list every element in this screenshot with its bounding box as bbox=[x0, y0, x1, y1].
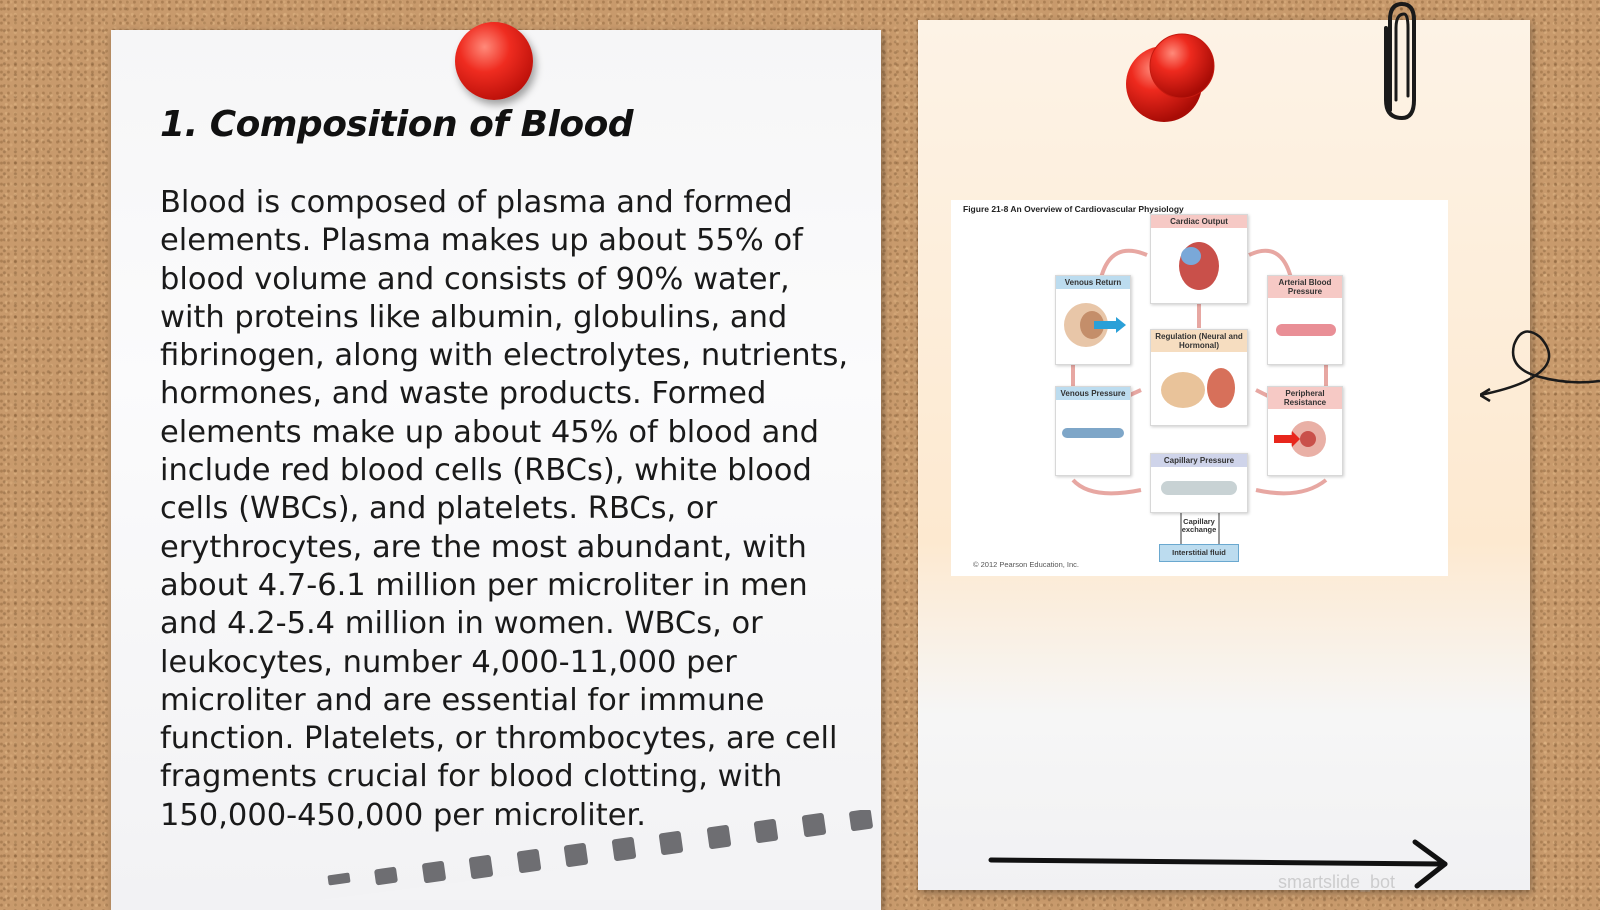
slide-title: 1. Composition of Blood bbox=[160, 104, 634, 145]
venous-return-box: Venous Return bbox=[1055, 275, 1131, 365]
paperclip-icon bbox=[1378, 0, 1422, 124]
slide-body-text: Blood is composed of plasma and formed elements. Plasma makes up about 55% of blood volume and consists of 90% water, with proteins like albumin, globulins, and fibrinogen, along with electrolytes, nutrients, hormones, and waste products. Formed elements make up about 45% of blood and include red blood cells (RBCs), white blood cells (WBCs), and platelets. RBCs, or erythrocytes, are the most abundant, with about 4.7-6.1 million per microliter in men and 4.2-5.4 million in women. WBCs, or leukocytes, number 4,000-11,000 per microliter and are essential for immune function. Platelets, or thrombocytes, are cell fragments crucial for blood clotting, with 150,000-450,000 per microliter. bbox=[160, 185, 849, 833]
cardiac-output-box: Cardiac Output bbox=[1150, 214, 1248, 304]
capillary-icon bbox=[1151, 467, 1247, 507]
spiral-binding-decoration bbox=[320, 810, 880, 900]
cardiovascular-physiology-figure bbox=[951, 200, 1448, 576]
capillary-pressure-box: Capillary Pressure bbox=[1150, 453, 1248, 513]
peripheral-resistance-box: Peripheral Resistance bbox=[1267, 386, 1343, 476]
interstitial-fluid-label: Interstitial fluid bbox=[1159, 544, 1239, 562]
brain-kidney-icon bbox=[1151, 352, 1247, 422]
watermark-text: smartslide_bot bbox=[1278, 872, 1396, 892]
heart-icon bbox=[1151, 228, 1247, 298]
vessel-cross-section-icon bbox=[1268, 409, 1342, 469]
regulation-box: Regulation (Neural and Hormonal) bbox=[1150, 329, 1248, 426]
capillary-exchange-label: Capillary exchange bbox=[1181, 517, 1217, 534]
venous-pressure-box: Venous Pressure bbox=[1055, 386, 1131, 476]
figure-copyright: © 2012 Pearson Education, Inc. bbox=[973, 560, 1080, 569]
arterial-pressure-box: Arterial Blood Pressure bbox=[1267, 275, 1343, 365]
vein-segment-icon bbox=[1056, 400, 1130, 460]
red-pushpin-icon bbox=[1124, 32, 1216, 124]
artery-icon bbox=[1268, 298, 1342, 358]
figure-title: Figure 21-8 An Overview of Cardiovascular Physiology bbox=[963, 204, 1184, 214]
red-pushpin-icon bbox=[455, 22, 533, 100]
vein-icon bbox=[1056, 289, 1130, 359]
string-swirl-decoration bbox=[1480, 315, 1600, 410]
